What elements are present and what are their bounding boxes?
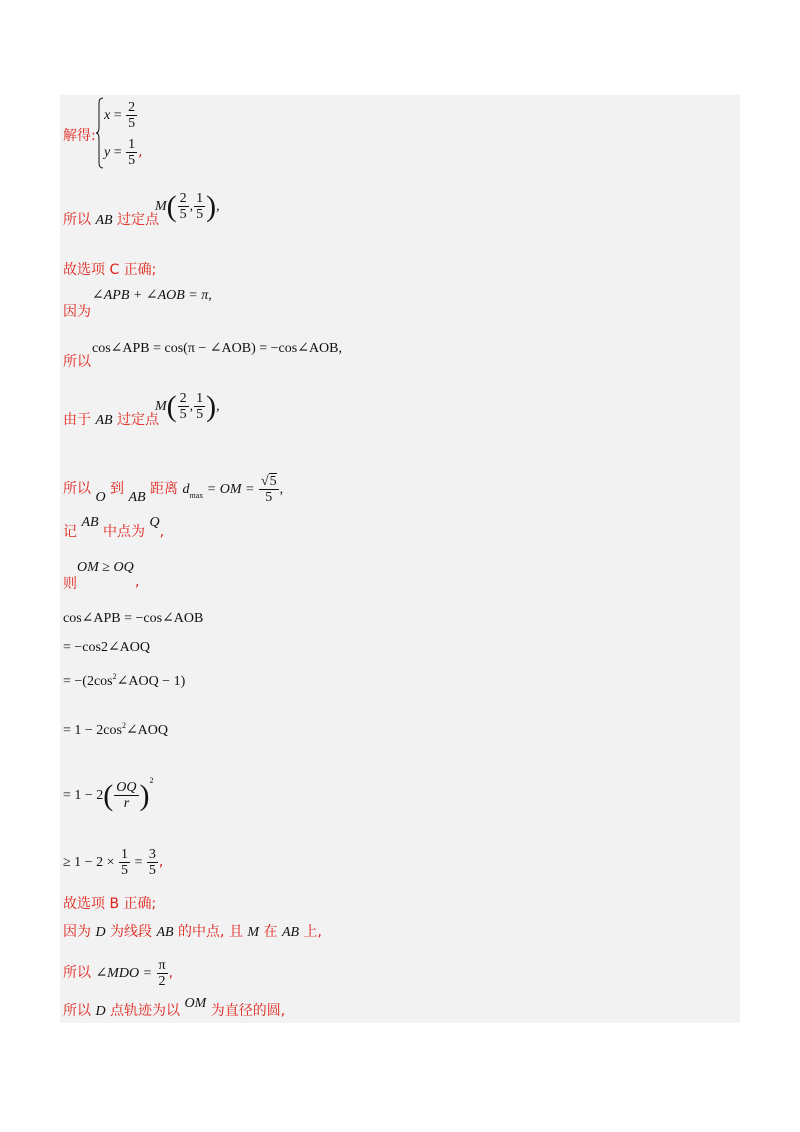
om-ge-oq-math: OM ≥ OQ xyxy=(77,560,134,575)
midpoint-d-line: 因为 D 为线段 AB 的中点, 且 M 在 AB 上, xyxy=(63,924,322,940)
option-c-correct: 故选项 C 正确; xyxy=(63,262,157,278)
left-brace-icon xyxy=(96,97,104,169)
angle-mdo-line: 所以 ∠MDO = $\frac{\pi}{2}$ , xyxy=(63,958,174,990)
line-ab-fixed-point: 所以 AB 过定点 xyxy=(63,212,160,228)
cos-relation-math: cos∠APB = cos(π − ∠AOB) = −cos∠AOB, xyxy=(92,341,343,356)
then-label: 则 xyxy=(63,576,77,592)
point-m-coords: M( $\frac{2}{5}$ , $\frac{1}{5}$ ), xyxy=(155,189,220,223)
deriv-step-2: = −cos2∠AOQ xyxy=(63,640,151,655)
because-label: 因为 xyxy=(63,304,91,320)
max-distance-line: 所以 O 到 AB 距离 $d_{max}$ = OM = $\frac{√5}{5}$ , xyxy=(63,474,284,506)
deriv-step-4: = $1 - 2\cos^2\angle AOQ$ xyxy=(63,721,169,738)
option-b-correct: 故选项 B 正确; xyxy=(63,896,157,912)
deriv-step-5: = 1 − 2( $\frac{OQ}{r}$ )$^2$ xyxy=(63,776,154,812)
comma-9: , xyxy=(135,574,140,590)
deriv-step-6: ≥ 1 − 2 × $\frac{1}{5}$ = $\frac{3}{5}$ , xyxy=(63,847,164,879)
content-panel xyxy=(60,95,740,1023)
y-equation: y = $\frac{1}{5}$ , xyxy=(104,137,143,169)
so-label-1: 所以 xyxy=(63,354,91,370)
midpoint-q-line: 记 AB 中点为 Q, xyxy=(63,515,165,540)
since-ab-fixed-point: 由于 AB 过定点 xyxy=(63,412,160,428)
angle-sum-math: ∠APB + ∠AOB = π, xyxy=(92,288,212,303)
point-m-coords-2: M( $\frac{2}{5}$ , $\frac{1}{5}$ ), xyxy=(155,389,220,423)
deriv-step-3: = $-(2\cos^2\angle AOQ - 1)$ xyxy=(63,672,186,689)
solve-label: 解得: xyxy=(63,128,96,144)
x-equation: x = $\frac{2}{5}$ xyxy=(104,100,136,132)
locus-circle-line: 所以 D 点轨迹为以 OM 为直径的圆, xyxy=(63,996,286,1019)
deriv-step-1: cos∠APB = −cos∠AOB xyxy=(63,611,204,626)
